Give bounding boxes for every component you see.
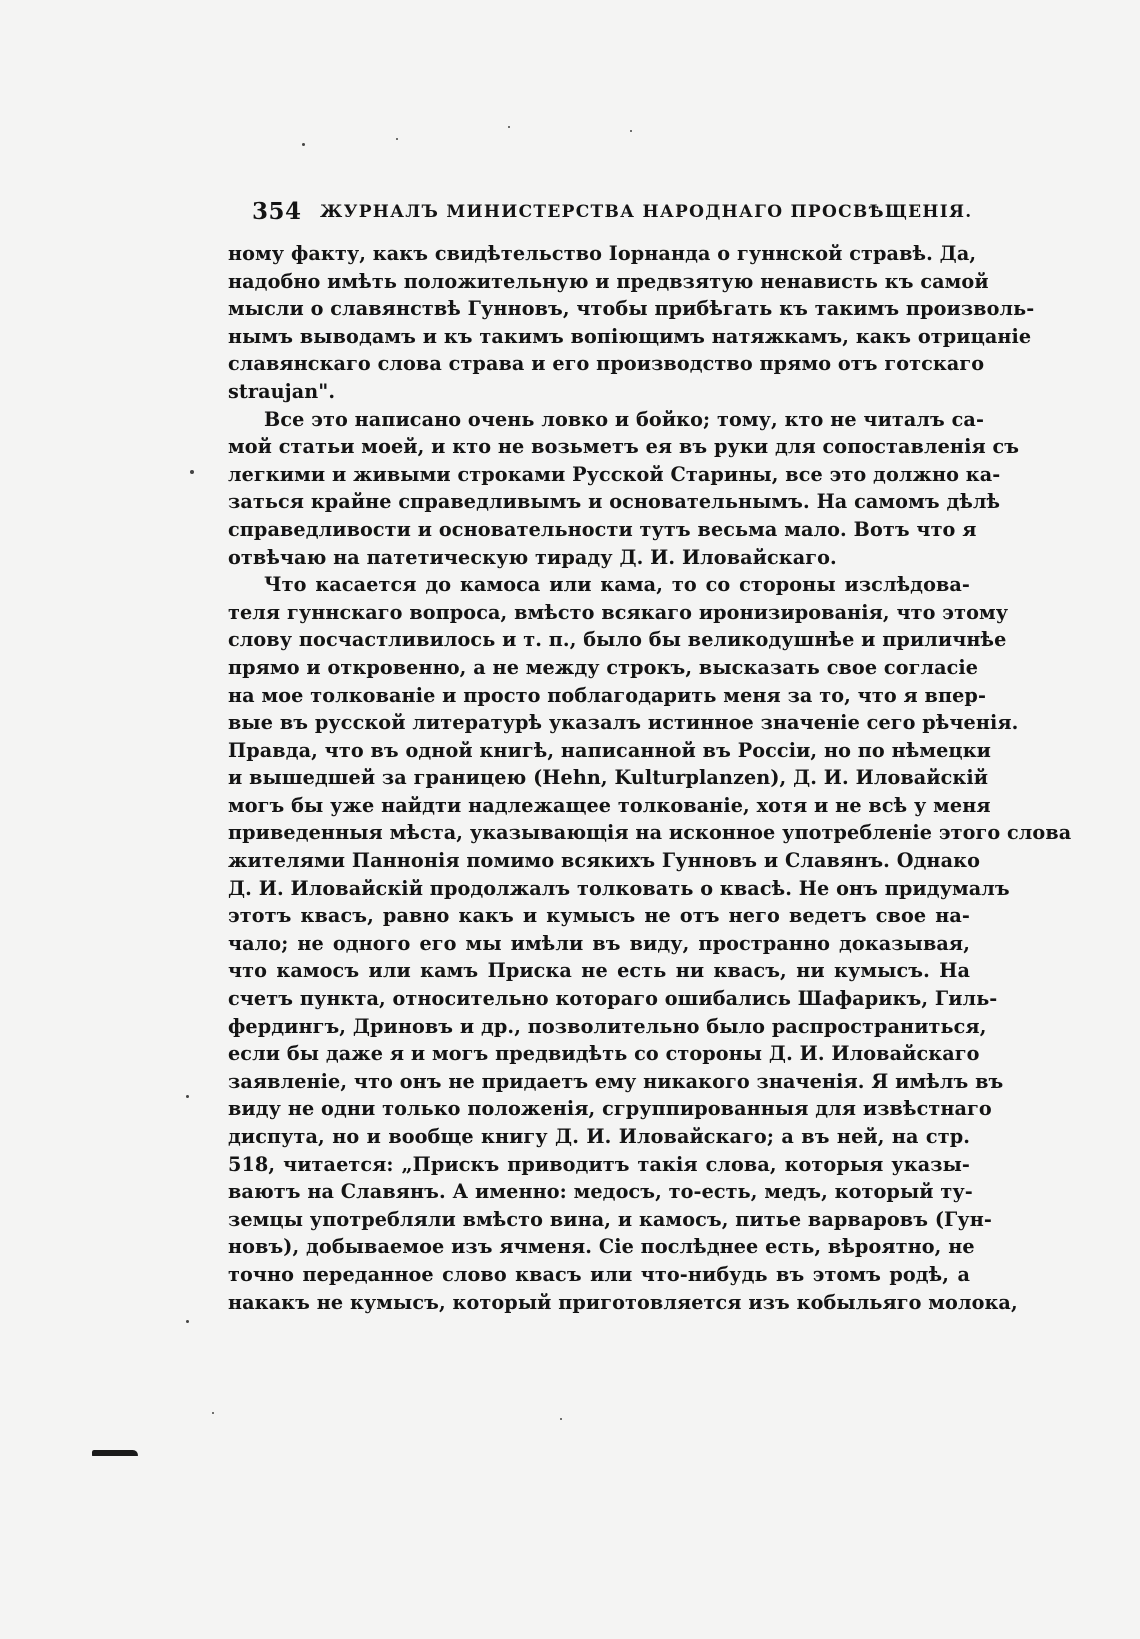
text-line: Что касается до камоса или кама, то со стороны изслѣдова-	[264, 573, 970, 597]
text-line: легкими и живыми строками Русской Старины, все это должно ка-	[228, 462, 1001, 486]
text-line: слову посчастливилось и т. п., было бы великодушнѣе и приличнѣе	[228, 628, 1007, 652]
text-line: точно переданное слово квасъ или что-нибудь въ этомъ родѣ, а	[228, 1262, 970, 1286]
text-line: надобно имѣть положительную и предвзятую ненависть къ самой	[228, 269, 989, 293]
text-line: прямо и откровенно, а не между строкъ, высказать свое согласіе	[228, 655, 979, 679]
text-line: славянскаго слова страва и его производство прямо отъ готскаго	[228, 352, 985, 376]
text-line: диспута, но и вообще книгу Д. И. Иловайскаго; а въ ней, на стр.	[228, 1125, 970, 1148]
text-line: вые въ русской литературѣ указалъ истинное значеніе сего рѣченія.	[228, 711, 1019, 735]
text-line: фердингъ, Дриновъ и др., позволительно было распространиться,	[228, 1014, 987, 1038]
page-header	[252, 198, 982, 232]
text-line: мысли о славянствѣ Гунновъ, чтобы прибѣгать къ такимъ произволь-	[228, 297, 1035, 321]
text-line: на мое толкованіе и просто поблагодарить меня за то, что я впер-	[228, 683, 987, 707]
text-line: приведенныя мѣста, указывающія на исконное употребленіе этого слова	[228, 821, 1072, 845]
text-line: что камосъ или камъ Приска не есть ни квасъ, ни кумысъ. На	[228, 959, 970, 983]
scan-speck	[508, 126, 510, 128]
text-line: теля гуннскаго вопроса, вмѣсто всякаго иронизированія, что этому	[228, 600, 1009, 624]
text-line: если бы даже я и могъ предвидѣть со стороны Д. И. Иловайскаго	[228, 1042, 980, 1066]
text-line: жителями Паннонія помимо всякихъ Гунновъ и Славянъ. Однако	[228, 849, 980, 873]
scan-speck	[186, 1320, 189, 1323]
body-text	[228, 240, 1072, 1316]
text-line: отвѣчаю на патетическую тираду Д. И. Иловайскаго.	[228, 545, 837, 569]
scan-speck	[396, 138, 398, 140]
scan-speck	[186, 1095, 189, 1098]
text-line: земцы употребляли вмѣсто вина, и камосъ, питье варваровъ (Гун-	[228, 1207, 992, 1231]
text-line: справедливости и основательности тутъ весьма мало. Вотъ что я	[228, 517, 977, 541]
text-line: могъ бы уже найдти надлежащее толкованіе, хотя и не всѣ у меня	[228, 793, 991, 817]
scan-speck	[190, 470, 194, 474]
scan-speck	[302, 143, 305, 146]
text-line: и вышедшей за границею (Hehn, Kulturplanzen), Д. И. Иловайскій	[228, 766, 989, 790]
page-number: 354	[252, 198, 302, 225]
scan-speck	[630, 130, 632, 132]
page-edge-mark	[92, 1450, 138, 1456]
text-line: ваютъ на Славянъ. А именно: медосъ, то-есть, медъ, который ту-	[228, 1180, 973, 1204]
running-title: ЖУРНАЛЪ МИНИСТЕРСТВА НАРОДНАГО ПРОСВѢЩЕНІЯ.	[320, 202, 973, 222]
scan-speck	[212, 1412, 214, 1414]
text-line: чало; не одного его мы имѣли въ виду, пространно доказывая,	[228, 931, 970, 955]
scan-speck	[560, 1418, 562, 1420]
text-line: Все это написано очень ловко и бойко; тому, кто не читалъ са-	[264, 407, 985, 431]
text-line: новъ), добываемое изъ ячменя. Сіе послѣднее есть, вѣроятно, не	[228, 1235, 975, 1259]
text-line: Д. И. Иловайскій продолжалъ толковать о квасѣ. Не онъ придумалъ	[228, 876, 1010, 900]
text-line: мой статьи моей, и кто не возьметъ ея въ руки для сопоставленія съ	[228, 435, 1020, 459]
text-line: straujan".	[228, 379, 336, 403]
text-line: 518, читается: „Прискъ приводитъ такія слова, которыя указы-	[228, 1152, 970, 1176]
text-line: этотъ квасъ, равно какъ и кумысъ не отъ него ведетъ свое на-	[228, 904, 970, 928]
text-line: заться крайне справедливымъ и основательнымъ. На самомъ дѣлѣ	[228, 490, 1001, 514]
text-line: ному факту, какъ свидѣтельство Іорнанда о гуннской стравѣ. Да,	[228, 242, 977, 265]
text-line: накакъ не кумысъ, который приготовляется изъ кобыльяго молока,	[228, 1290, 1018, 1314]
text-line: счетъ пункта, относительно котораго ошибались Шафарикъ, Гиль-	[228, 987, 998, 1011]
text-line: Правда, что въ одной книгѣ, написанной въ Россіи, но по нѣмецки	[228, 738, 991, 762]
text-line: виду не одни только положенія, сгруппированныя для извѣстнаго	[228, 1097, 992, 1121]
text-line: нымъ выводамъ и къ такимъ вопіющимъ натяжкамъ, какъ отрицаніе	[228, 324, 1032, 348]
text-line: заявленіе, что онъ не придаетъ ему никакого значенія. Я имѣлъ въ	[228, 1069, 1004, 1093]
